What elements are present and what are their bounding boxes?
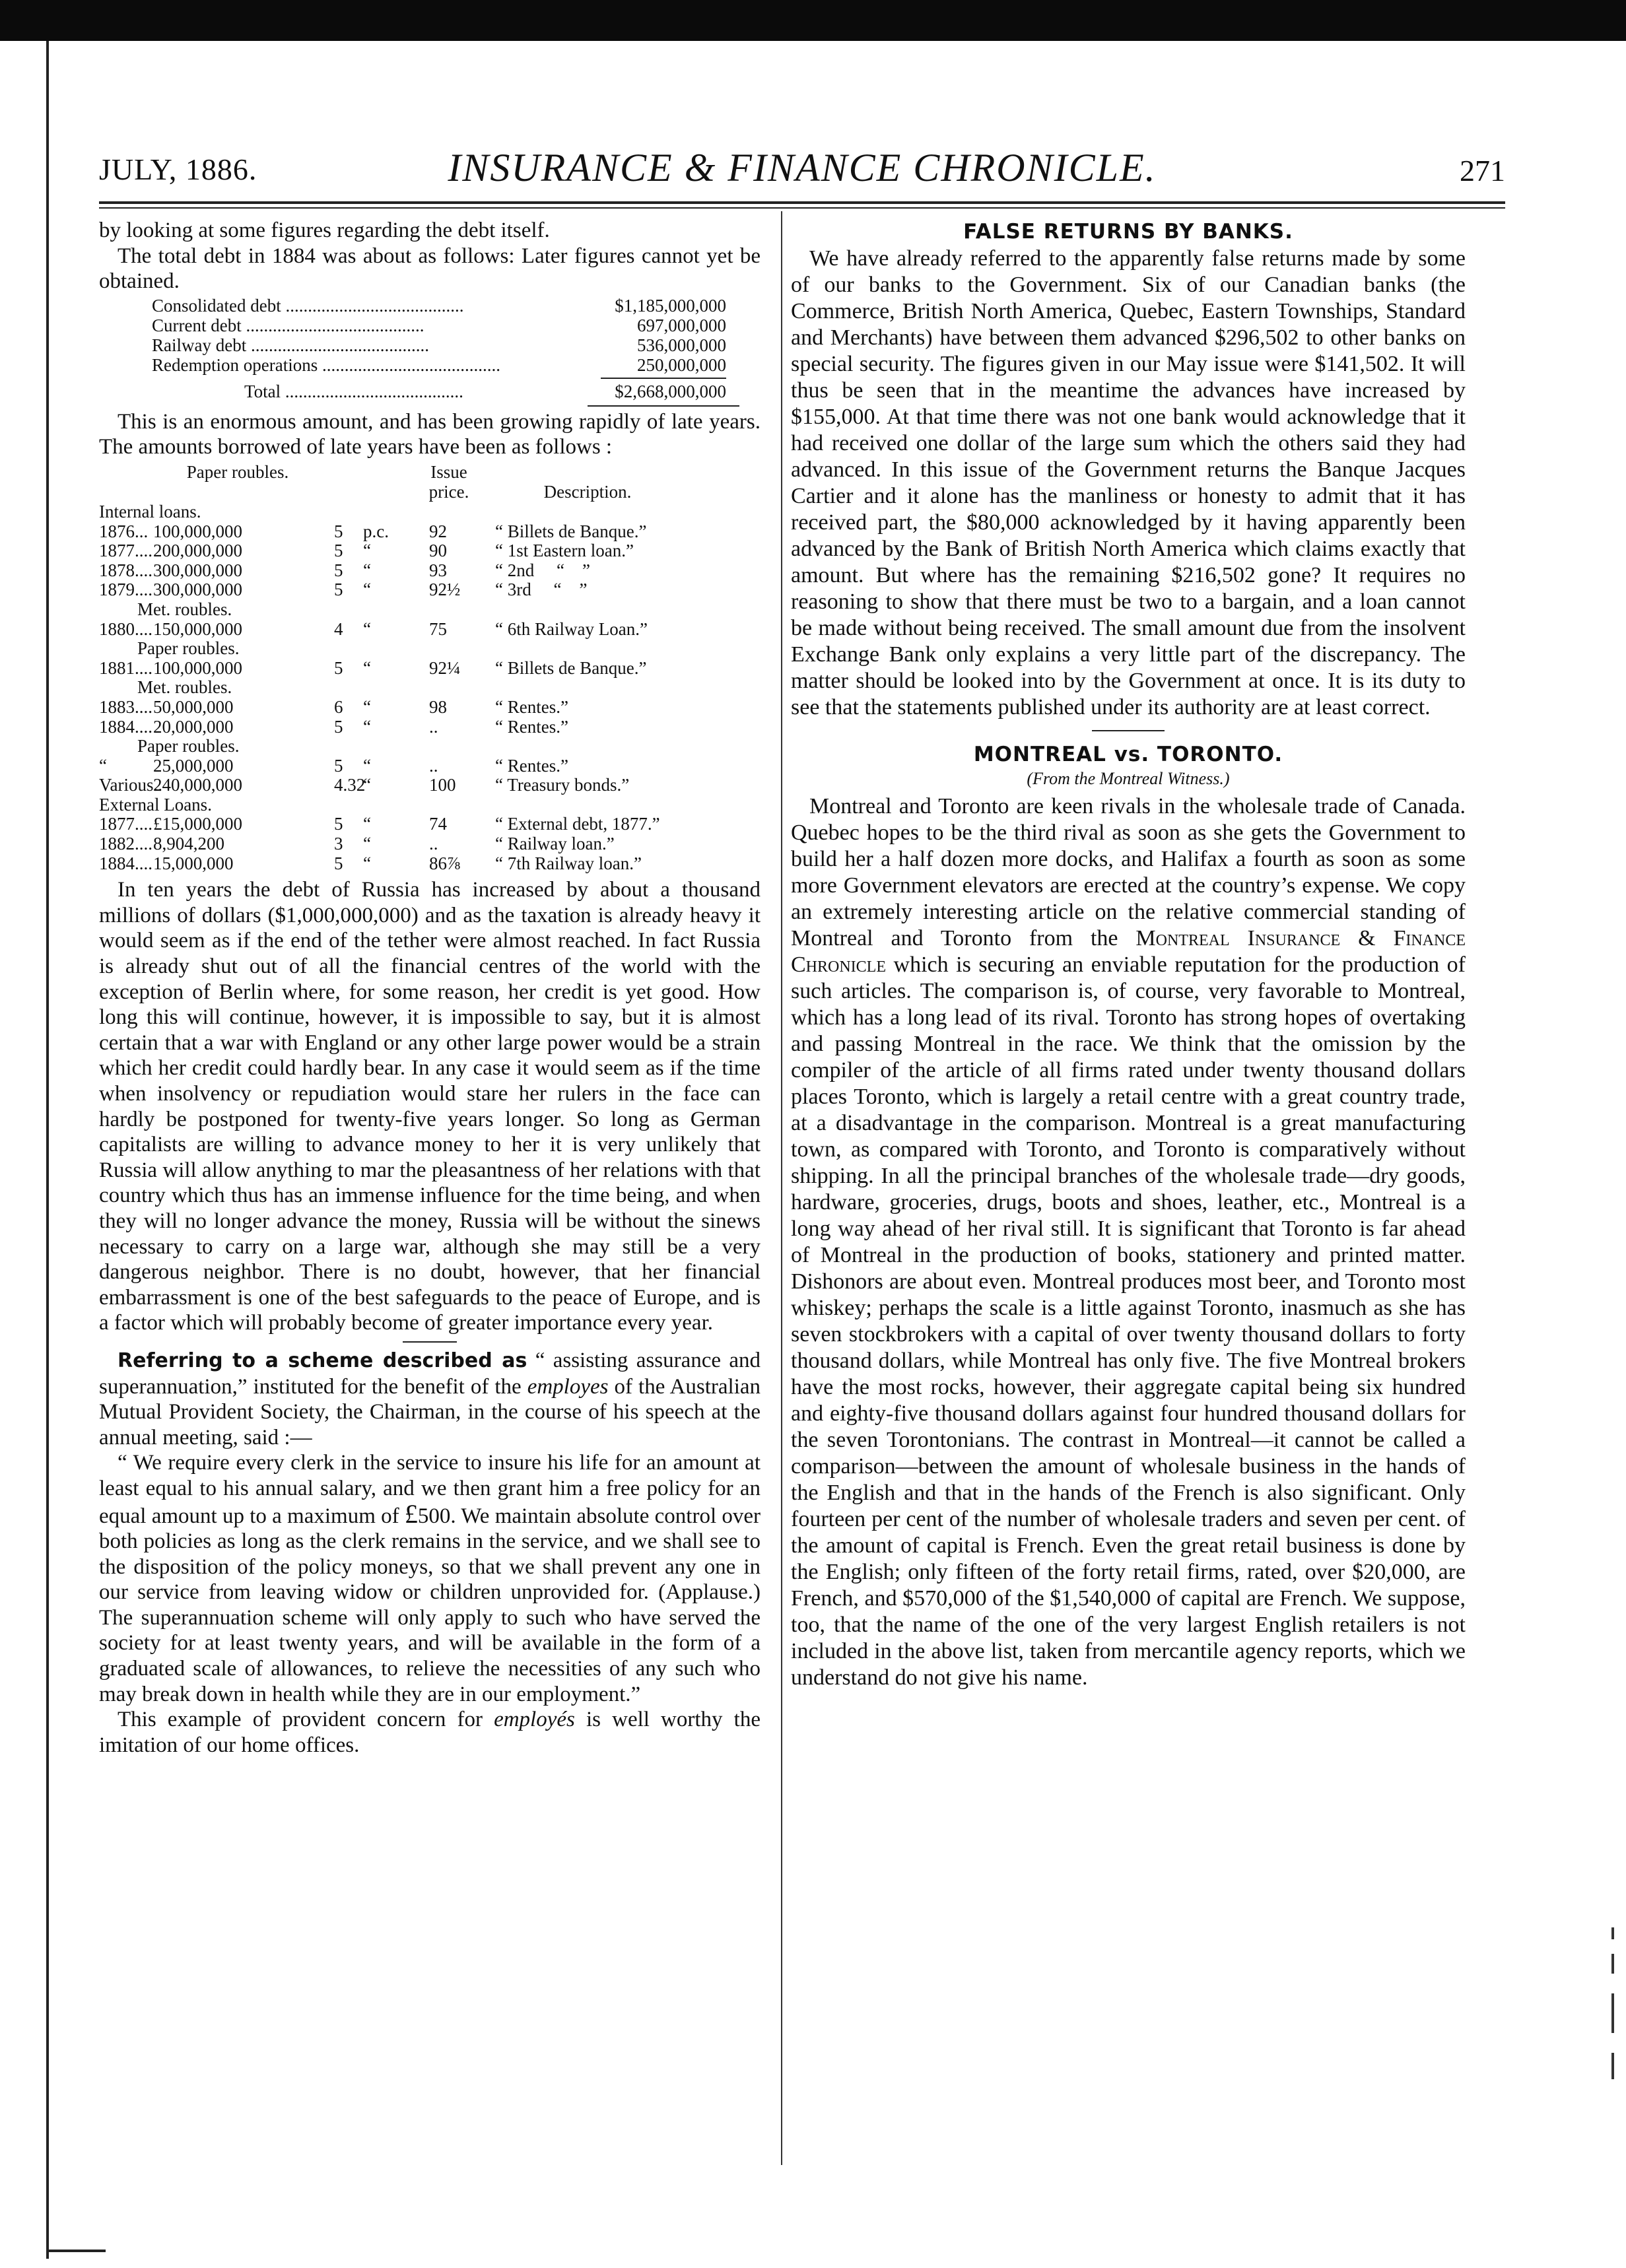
loan-description: “ Rentes.” [495, 755, 568, 776]
loan-row [99, 580, 761, 600]
loan-rate: 5 [334, 657, 343, 678]
debt-row [152, 335, 726, 355]
loan-section-label: Internal loans. [99, 501, 201, 521]
loan-rate: 4 [334, 618, 343, 639]
loan-description: “ 6th Railway Loan.” [495, 618, 648, 639]
loan-amount: 20,000,000 [153, 716, 234, 737]
loan-description: “ Billets de Banque.” [495, 521, 647, 541]
scheme-text-a: “ assisting assurance and superannuation,” instituted for the benefit of the [99, 1348, 761, 1399]
false-returns-title: FALSE RETURNS BY BANKS. [963, 220, 1293, 244]
loan-price: 86⅞ [429, 853, 461, 873]
debt-rows [152, 296, 726, 375]
loan-amount: 100,000,000 [153, 657, 242, 678]
scheme-lead: Referring to a scheme described as [118, 1349, 527, 1372]
column-divider [781, 211, 782, 2165]
loan-amount: £15,000,000 [153, 814, 242, 834]
debt-row [152, 355, 726, 375]
loan-year: 1877.... [99, 541, 152, 561]
quote-text-b: 500. We maintain absolute control over both policies as long as the clerk remains in the service, and we shall see to the disposition of the policy moneys, so that we shall prevent any one in our service from leaving widow or children unprovided for. (Applause.) The superannuation scheme will only apply to such who have served the society for at least twenty years, and will be available in the form of a graduated scale of allowances, to relieve the necessities of any such who may break down in health while they are in our employment.” [99, 1504, 761, 1706]
loan-unit: “ [363, 696, 371, 717]
loan-price: .. [429, 834, 438, 854]
header-title: INSURANCE & FINANCE CHRONICLE. [448, 146, 1157, 189]
closing-employes: employés [494, 1708, 575, 1732]
debt-label: Railway debt ..... [152, 335, 429, 355]
section-rule [403, 1341, 457, 1343]
false-returns-body: We have already referred to the apparently false returns made by some of our banks to the Government. Six of our Canadian banks (the Commerce, British North America, Quebec, Eastern Townships, Standard and Merchants) have between them advanced $296,502 to other banks on special security. The figures given in our May issue were $141,502. It will thus be seen that in the meantime the advances have increased by $155,000. At that time there was not one bank would acknowledge that it had received one dollar of the large sum which the others said they had advanced. In this issue of the Government returns the Banque Jacques Cartier and it alone has the manliness or honesty to admit that it has received part, the $80,000 acknowledged by it having apparently been advanced by the Bank of British North America which claims exactly that amount. But where has the remaining $216,502 gone? It requires no reasoning to show that there must be two to a bargain, and a loan cannot be made without being received. The small amount due from the insolvent Exchange Bank only explains a very little part of the discrepancy. The matter should be looked into by the Government at once. It is its duty to see that the statements published under its authority are at least correct. [791, 246, 1466, 719]
debt-amount: 250,000,000 [637, 354, 726, 375]
pound-sign: £ [404, 1498, 418, 1529]
loan-row [99, 698, 761, 717]
loan-row [99, 717, 761, 737]
loan-rate: 5 [334, 521, 343, 541]
loan-year: 1884.... [99, 853, 152, 873]
loan-rate: 6 [334, 696, 343, 717]
loan-unit-note: Met. roubles. [137, 677, 232, 698]
scheme-text-b: of the Australian Mutual Provident Society, the Chairman, in the course of his speech at the annual meeting, said :— [99, 1374, 761, 1450]
loan-rate: 5 [334, 541, 343, 561]
loan-description: “ 2nd “ ” [495, 560, 590, 580]
margin-tick [1611, 1954, 1614, 1974]
loan-row [99, 776, 761, 795]
loan-amount: 200,000,000 [153, 541, 242, 561]
debt-table [152, 296, 726, 407]
loan-row [99, 815, 761, 834]
loan-price: 92½ [429, 580, 461, 600]
loan-price: 90 [429, 541, 447, 561]
loan-price: 93 [429, 560, 447, 580]
loan-year: 1877.... [99, 814, 152, 834]
loan-year: Various.. [99, 775, 162, 795]
loan-unit: “ [363, 618, 371, 639]
loan-amount: 50,000,000 [153, 696, 234, 717]
loan-unit-note: Paper roubles. [137, 638, 240, 659]
margin-tick [1611, 2053, 1614, 2079]
loan-unit: p.c. [363, 521, 389, 541]
loan-row [99, 756, 761, 776]
debt-label: Redemption operations ..... [152, 355, 500, 375]
loan-amount: 300,000,000 [153, 560, 242, 580]
loan-description: “ Rentes.” [495, 716, 568, 737]
loan-price: .. [429, 755, 438, 776]
loan-description: “ 1st Eastern loan.” [495, 541, 634, 561]
chairman-quote [99, 1450, 761, 1707]
loan-description: “ 7th Railway loan.” [495, 853, 642, 873]
loan-price: 92 [429, 521, 447, 541]
loan-amount: 100,000,000 [153, 521, 242, 541]
debt-amount: 536,000,000 [637, 335, 726, 355]
loan-description: “ Treasury bonds.” [495, 775, 630, 795]
left-column [99, 218, 761, 1758]
loan-description: “ 3rd “ ” [495, 580, 588, 600]
loans-header-paper: Paper roubles. [186, 461, 289, 482]
closing-text-a: This example of provident concern for [118, 1708, 483, 1732]
loan-year: “ [99, 755, 107, 776]
sum-rule [601, 378, 726, 379]
loan-amount: 300,000,000 [153, 580, 242, 600]
loan-amount: 15,000,000 [153, 853, 234, 873]
debt-amount: 697,000,000 [637, 315, 726, 335]
header-rule-thin [99, 207, 1505, 209]
loan-amount: 240,000,000 [153, 775, 242, 795]
loans-header-price: Issue price. [428, 461, 469, 502]
loan-year: 1882.... [99, 834, 152, 854]
article-divider [1092, 730, 1165, 731]
loan-price: 98 [429, 696, 447, 717]
loan-amount: 8,904,200 [153, 834, 224, 854]
loan-year: 1884.... [99, 716, 152, 737]
mt-text-b: which is securing an enviable reputation for the production of such articles. The comparison is, of course, very favorable to Montreal, which has a long lead of its rival. Toronto has strong hopes of overtaking and passing Montreal in the race. We think that the omission by the compiler of the article of all firms rated under twenty thousand dollars places Toronto, which is largely a retail centre with a great country trade, at a disadvantage in the comparison. Montreal is a great manufacturing town, as compared with Toronto, and Toronto is comparatively without shipping. In all the principal branches of the wholesale trade—dry goods, hardware, groceries, drugs, boots and shoes, leather, etc., Montreal is a long way ahead of her rival still. It is significant that Toronto is far ahead of Montreal in the production of books, stationery and printed matter. Dishonors are about even. Montreal produces most beer, and Toronto most whiskey; perhaps the scale is a little against Toronto, inasmuch as she has seven stockbrokers with a capital of over twenty thousand dollars to forty thousand dollars, while Montreal has only five. The five Montreal brokers have the most rocks, however, their aggregate capital being six hundred and eighty-five thousand dollars against four hundred thousand dollars for the seven Torontonians. The contrast in Montreal—it cannot be called a comparison—between the amount of wholesale business in the hands of the English and that in the hands of the French is also significant. Only fourteen per cent of the number of wholesale traders and seven per cent. of the amount of capital is French. Even the great retail business is done by the English; only fifteen of the forty retail firms, rated, over $20,000, are French, and $570,000 of the $1,540,000 of capital are French. We suppose, too, that the name of the one of the very largest English retailers is not included in the above list, taken from mercantile agency reports, which we understand do not give his name. [791, 952, 1466, 1690]
right-column [791, 218, 1466, 1691]
loan-row [99, 659, 761, 679]
intro-text: by looking at some figures regarding the debt itself. [99, 218, 550, 242]
header-date: JULY, 1886. [99, 152, 257, 186]
loan-amount: 150,000,000 [153, 618, 242, 639]
loan-row [99, 541, 761, 561]
loan-price: 75 [429, 618, 447, 639]
loan-rows [99, 502, 761, 873]
loan-rate: 5 [334, 755, 343, 776]
loan-row [99, 854, 761, 874]
enormous-paragraph: This is an enormous amount, and has been growing rapidly of late years. The amounts borrowed of late years have been as follows : [99, 409, 761, 459]
loan-unit: “ [363, 853, 371, 873]
loan-year: 1879.... [99, 580, 152, 600]
scheme-employes: employes [527, 1374, 609, 1399]
loan-unit-note: Paper roubles. [137, 736, 240, 756]
loan-section-label: External Loans. [99, 794, 212, 815]
debt-total-amount: $2,668,000,000 [615, 381, 726, 401]
loan-description: “ Billets de Banque.” [495, 657, 647, 678]
loans-header [99, 463, 761, 502]
loan-year: 1880.... [99, 618, 152, 639]
debt-label: Current debt ..... [152, 316, 424, 335]
header-rule [99, 201, 1505, 204]
loan-description: “ Railway loan.” [495, 834, 615, 854]
loan-rate: 5 [334, 814, 343, 834]
loan-unit: “ [363, 541, 371, 561]
loan-unit: “ [363, 814, 371, 834]
loan-unit: “ [363, 580, 371, 600]
debt-label: Consolidated debt ..... [152, 296, 463, 316]
scan-left-edge [46, 41, 49, 2259]
loan-rate: 5 [334, 853, 343, 873]
loan-year: 1881.... [99, 657, 152, 678]
loan-price: 74 [429, 814, 447, 834]
closing-paragraph [99, 1707, 761, 1758]
scan-bottom-mark [46, 2250, 106, 2252]
ten-years-paragraph: In ten years the debt of Russia has increased by about a thousand millions of dollars ($1,000,000,000) and as the taxation is already heavy it would seem as if the end of the tether were almost reached. In fact Russia is already shut out of all the financial centres of the world with the exception of Berlin where, for some reason, her credit is yet good. How long this will continue, however, it is impossible to say, but it is almost certain that a war with England or any other large power would be a strain which her credit could hardly bear. In any case it would seem as if the time when insolvency or repudiation would stare her rulers in the face can hardly be postponed for twenty-five years longer. So long as German capitalists are willing to advance money to her it is very unlikely that Russia will allow anything to mar the pleasantness of her relations with that country which thus has an immense influence for the time being, and when they will no longer advance the money, Russia will be without the sinews necessary to carry on a large war, although she may still be a very dangerous neighbor. There is no doubt, however, that her financial embarrassment is one of the best safeguards to the peace of Europe, and is a factor which will probably become of greater importance every year. [99, 878, 761, 1335]
loan-row [99, 561, 761, 581]
loan-rate: 5 [334, 580, 343, 600]
loan-year: 1878.... [99, 560, 152, 580]
montreal-toronto-body [791, 793, 1466, 1691]
scan-top-border [0, 0, 1626, 41]
margin-marks [1594, 1927, 1614, 2125]
loan-unit: “ [363, 775, 371, 795]
scheme-paragraph [99, 1348, 761, 1450]
loan-year: 1883.... [99, 696, 152, 717]
debt-intro: The total debt in 1884 was about as follows: Later figures cannot yet be obtained. [99, 244, 761, 294]
loan-unit: “ [363, 716, 371, 737]
loan-unit: “ [363, 657, 371, 678]
loan-description: “ External debt, 1877.” [495, 814, 660, 834]
loan-unit: “ [363, 560, 371, 580]
loan-year: 1876... [99, 521, 149, 541]
margin-tick [1611, 1927, 1614, 1939]
article-source: (From the Montreal Witness.) [1027, 769, 1230, 788]
debt-row [152, 296, 726, 316]
page-header [99, 145, 1505, 198]
montreal-toronto-title: MONTREAL vs. TORONTO. [973, 743, 1283, 766]
total-rule [588, 405, 739, 407]
loans-table [99, 463, 761, 873]
loan-amount: 25,000,000 [153, 755, 234, 776]
page-number: 271 [1460, 154, 1505, 187]
loan-price: .. [429, 716, 438, 737]
loan-row [99, 834, 761, 854]
quote-text-a: “ We require every clerk in the service to insure his life for an amount at least equal to his annual salary, and we then grant him a free policy for an equal amount up to a maximum of [99, 1451, 761, 1528]
closing-text-b: is well worthy the imitation of our home offices. [99, 1708, 761, 1757]
margin-tick [1611, 1993, 1614, 2033]
journal-name: Montreal Insurance & Finance Chronicle [791, 926, 1466, 977]
loan-unit: “ [363, 834, 371, 854]
loan-unit-note: Met. roubles. [137, 599, 232, 619]
debt-amount: $1,185,000,000 [615, 295, 726, 316]
loan-row [99, 620, 761, 640]
loan-price: 92¼ [429, 657, 461, 678]
loan-price: 100 [429, 775, 456, 795]
debt-total-row [152, 382, 726, 401]
loan-rate: 3 [334, 834, 343, 854]
loans-header-desc: Description. [543, 481, 632, 502]
mt-text-a: Montreal and Toronto are keen rivals in the wholesale trade of Canada. Quebec hopes to be the third rival as soon as she gets the Government to build her a half dozen more docks, and Halifax a fourth as soon as some more Government elevators are erected at the country’s expense. We copy an extremely interesting article on the relative commercial standing of Montreal and Toronto from the [791, 794, 1466, 951]
loan-rate: 4.32 [334, 775, 366, 795]
loan-unit: “ [363, 755, 371, 776]
debt-total-label: Total ..... [244, 382, 463, 401]
loan-rate: 5 [334, 560, 343, 580]
loan-rate: 5 [334, 716, 343, 737]
debt-row [152, 316, 726, 335]
loan-row [99, 522, 761, 542]
loan-description: “ Rentes.” [495, 696, 568, 717]
